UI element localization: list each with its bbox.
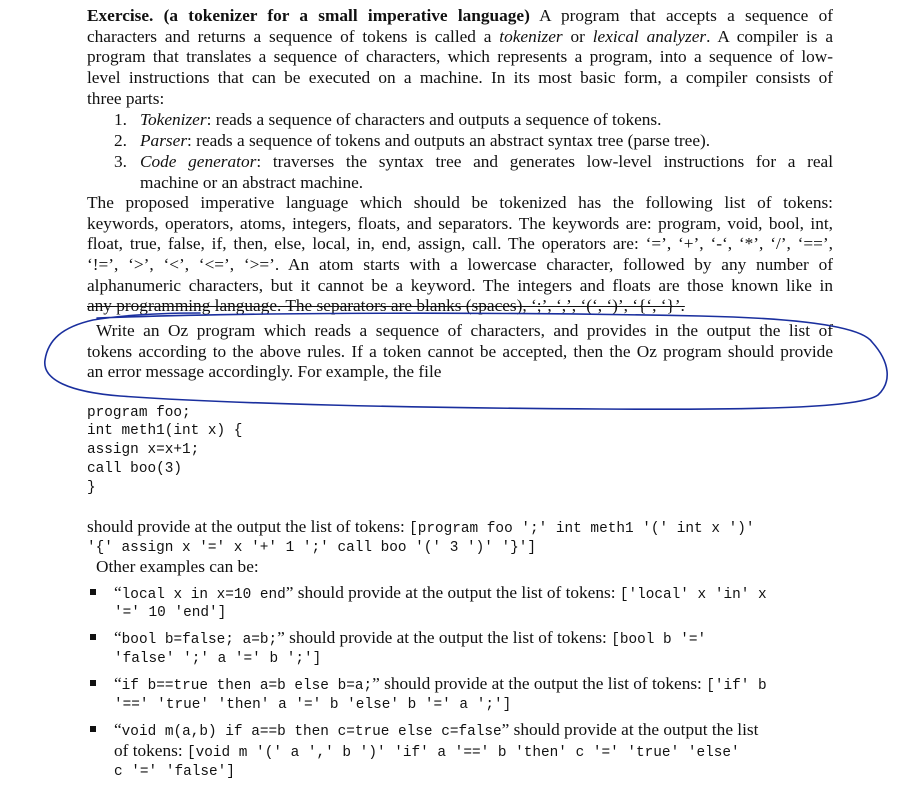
part-code-generator: 3. Code generator: traverses the syntax tree and generates low-level instructions for a real: [114, 152, 834, 171]
example-1-line-1: “local x in x=10 end” should provide at the output the list of tokens: ['local' x 'in' x: [114, 583, 767, 603]
code-line: program foo;: [87, 405, 191, 421]
part-parser: 2. Parser: reads a sequence of tokens and outputs an abstract syntax tree (parse tree).: [114, 131, 711, 150]
bullet: [90, 680, 96, 686]
example-3-line-2: '==' 'true' 'then' a '=' b 'else' b '=' a ';']: [114, 697, 512, 713]
code-line: int meth1(int x) {: [87, 423, 243, 439]
intro-paragraph: [87, 6, 833, 109]
intro-line-2: characters and returns a sequence of tokens is called a tokenizer or lexical analyzer. A compiler is a: [87, 26, 833, 46]
struck-line: any programming language. The separators are blanks (spaces), ‘;’, ‘,’, ‘(‘, ‘)’, ‘{‘, ‘}’.: [87, 296, 685, 316]
code-line: }: [87, 480, 96, 496]
output-line-1: should provide at the output the list of tokens: [program foo ';' int meth1 '(' int x ')': [87, 517, 755, 537]
output-line-2: '{' assign x '=' x '+' 1 ';' call boo '(' 3 ')' '}']: [87, 540, 537, 556]
intro-line-5: three parts:: [87, 88, 165, 108]
part-code-generator-cont: machine or an abstract machine.: [140, 173, 364, 192]
code-line: call boo(3): [87, 461, 182, 477]
example-1-line-2: '=' 10 'end']: [114, 605, 227, 621]
example-2-line-1: “bool b=false; a=b;” should provide at the output the list of tokens: [bool b '=': [114, 628, 707, 648]
intro-line-1: Exercise. (a tokenizer for a small imperative language) A program that accepts a sequence of: [87, 6, 833, 25]
example-3-line-1: “if b==true then a=b else b=a;” should provide at the output the list of tokens: ['if' b: [114, 674, 767, 694]
intro-line-3: program that translates a sequence of characters, which represents a program, into a sequence of low-: [87, 47, 833, 67]
proposal-paragraph: The proposed imperative language which should be tokenized has the following list of tokens: keywords, operators, atoms, integers, floats, and separators. The keywords are: program, void, bool, int, float, true, false, if, then, else, local, in, end, assign, call. The operators are: ‘=’, ‘+’, ‘-‘, ‘*’, ‘/’, ‘==’, ‘!=’, ‘>’, ‘<’, ‘<=’, ‘>=’. An atom starts with a lowercase character, followed by any number of alphanumeric characters, but it cannot be a keyword. The integers and floats are those known like in any programming language. The separators are blanks (spaces), ‘;’, ‘,’, ‘(‘, ‘)’, ‘{‘, ‘}’.: [87, 193, 833, 316]
example-4-line-1: “void m(a,b) if a==b then c=true else c=false” should provide at the output the list: [114, 720, 759, 740]
exercise-title: Exercise. (a tokenizer for a small imperative language): [87, 6, 530, 25]
bullet: [90, 726, 96, 732]
part-tokenizer: 1. Tokenizer: reads a sequence of characters and outputs a sequence of tokens.: [114, 110, 662, 129]
intro-line-4: level instructions that can be executed on a machine. In its most basic form, a compiler consists of: [87, 68, 833, 88]
code-line: assign x=x+1;: [87, 442, 200, 458]
other-examples-label: Other examples can be:: [96, 557, 259, 576]
example-4-line-3: c '=' 'false']: [114, 764, 235, 780]
example-2-line-2: 'false' ';' a '=' b ';']: [114, 651, 322, 667]
task-paragraph: Write an Oz program which reads a sequence of characters, and provides in the output the list of tokens according to the above rules. If a token cannot be accepted, then the Oz program should provide an error message accordingly. For example, the file: [87, 321, 833, 382]
bullet: [90, 634, 96, 640]
bullet: [90, 589, 96, 595]
example-4-line-2: of tokens: [void m '(' a ',' b ')' 'if' a '==' b 'then' c '=' 'true' 'else': [114, 741, 740, 761]
